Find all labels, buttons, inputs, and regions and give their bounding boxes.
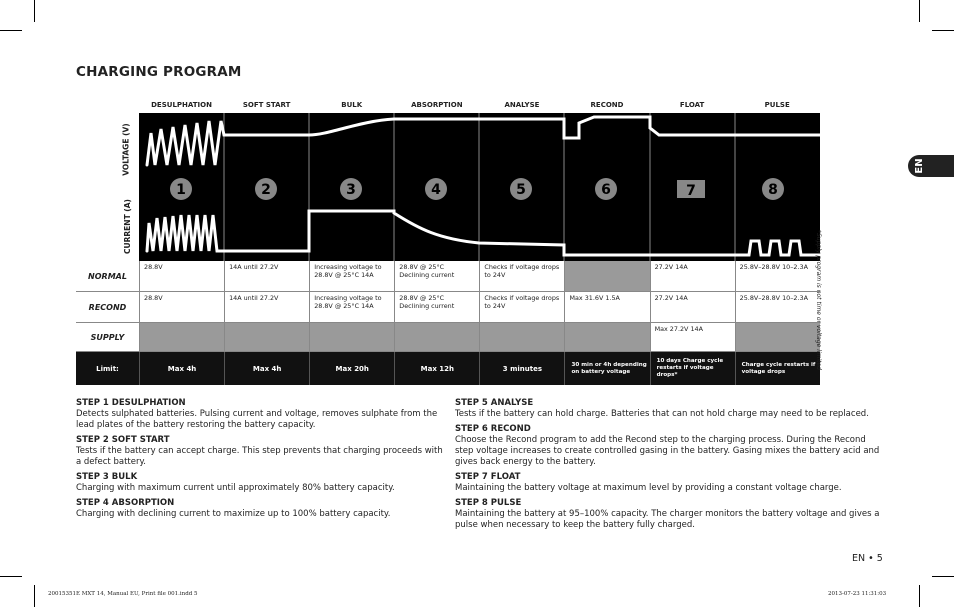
- table-cell: [139, 323, 224, 351]
- steps-right-column: [455, 398, 883, 535]
- table-cell: 25.8V–28.8V 10–2.3A: [735, 261, 820, 291]
- step-heading: STEP 7 FLOAT: [455, 472, 521, 482]
- limit-cell: 10 days Charge cycle restarts if voltage drops*: [650, 352, 735, 385]
- phase-label: BULK: [341, 101, 363, 109]
- limit-cell: Max 4h: [139, 352, 224, 385]
- step-number: 3: [346, 182, 356, 198]
- table-row: [76, 261, 820, 292]
- limit-cell: Max 4h: [224, 352, 309, 385]
- step-text: Detects sulphated batteries. Pulsing current and voltage, removes sulphate from the lead plates of the battery restoring the battery capacity.: [76, 409, 438, 430]
- step-block: [76, 435, 446, 468]
- step-number: 7: [686, 183, 696, 199]
- step-number: 6: [601, 182, 611, 198]
- voltage-axis-label: VOLTAGE (V): [121, 123, 131, 176]
- phase-label: SOFT START: [242, 101, 291, 109]
- table-cell: 25.8V–28.8V 10–2.3A: [735, 292, 820, 322]
- crop-mark: [0, 576, 22, 577]
- table-cell: 28.8V: [139, 261, 224, 291]
- phase-label: ABSORPTION: [411, 101, 463, 109]
- step-text: Tests if the battery can hold charge. Batteries that can not hold charge may need to be replaced.: [455, 409, 869, 419]
- language-tab-label: EN: [914, 158, 925, 174]
- footnote: *Supply program is not time or voltage limited: [815, 230, 822, 370]
- table-cell: Max 31.6V 1.5A: [564, 292, 649, 322]
- table-cell: Checks if voltage drops to 24V: [479, 292, 564, 322]
- step-text: Tests if the battery can accept charge. This step prevents that charging proceeds with a defect battery.: [76, 446, 443, 467]
- table-cell: 14A until 27.2V: [224, 261, 309, 291]
- crop-mark: [919, 585, 920, 607]
- limit-cell: 3 minutes: [479, 352, 564, 385]
- steps-left-column: [76, 398, 446, 524]
- charging-graph: [139, 113, 820, 261]
- row-label: SUPPLY: [90, 332, 125, 342]
- table-row: [76, 292, 820, 323]
- table-cell: Checks if voltage drops to 24V: [479, 261, 564, 291]
- phase-label: ANALYSE: [504, 101, 540, 109]
- program-table: [76, 261, 820, 385]
- step-block: [76, 398, 446, 431]
- step-text: Charging with maximum current until approximately 80% battery capacity.: [76, 483, 395, 493]
- step-block: [455, 398, 883, 420]
- step-heading: STEP 1 DESULPHATION: [76, 398, 186, 408]
- limit-cell: Max 12h: [394, 352, 479, 385]
- table-cell: 28.8V @ 25°C Declining current: [394, 292, 479, 322]
- limit-cell: Max 20h: [309, 352, 394, 385]
- table-cell: 28.8V: [139, 292, 224, 322]
- step-number: 2: [261, 182, 271, 198]
- step-heading: STEP 2 SOFT START: [76, 435, 170, 445]
- row-label: RECOND: [88, 302, 127, 312]
- limit-row: [76, 352, 820, 385]
- crop-mark: [932, 576, 954, 577]
- phase-label: DESULPHATION: [151, 101, 212, 109]
- step-number: 8: [768, 182, 778, 198]
- step-text: Maintaining the battery at 95–100% capacity. The charger monitors the battery voltage and gives a pulse when necessary to keep the battery fully charged.: [455, 509, 880, 530]
- step-text: Charging with declining current to maximize up to 100% battery capacity.: [76, 509, 391, 519]
- step-block: [76, 498, 446, 520]
- table-cell: Max 27.2V 14A: [650, 323, 735, 351]
- step-heading: STEP 3 BULK: [76, 472, 138, 482]
- print-slug: 20015351E MXT 14, Manual EU, Print file 001.indd 5: [48, 591, 198, 597]
- step-number: 1: [176, 182, 186, 198]
- language-tab: [908, 155, 954, 177]
- table-cell: [735, 323, 820, 351]
- table-cell: Increasing voltage to 28.8V @ 25°C 14A: [309, 261, 394, 291]
- current-axis-label: CURRENT (A): [122, 199, 132, 254]
- crop-mark: [919, 0, 920, 22]
- step-number: 5: [516, 182, 526, 198]
- phase-label: FLOAT: [679, 101, 705, 109]
- step-heading: STEP 8 PULSE: [455, 498, 522, 508]
- table-cell: 27.2V 14A: [650, 292, 735, 322]
- table-cell: [479, 323, 564, 351]
- step-block: [455, 472, 883, 494]
- limit-cell: Charge cycle restarts if voltage drops: [735, 352, 820, 385]
- step-heading: STEP 5 ANALYSE: [455, 398, 534, 408]
- step-block: [455, 424, 883, 468]
- print-timestamp: 2013-07-23 11:31:03: [828, 591, 887, 597]
- crop-mark: [0, 30, 22, 31]
- table-cell: 27.2V 14A: [650, 261, 735, 291]
- row-label: NORMAL: [88, 271, 127, 281]
- crop-mark: [34, 0, 35, 22]
- page-title: CHARGING PROGRAM: [76, 64, 242, 80]
- table-cell: 14A until 27.2V: [224, 292, 309, 322]
- table-cell: 28.8V @ 25°C Declining current: [394, 261, 479, 291]
- phase-label: RECOND: [590, 101, 624, 109]
- table-cell: [394, 323, 479, 351]
- step-number: 4: [431, 182, 441, 198]
- step-text: Maintaining the battery voltage at maximum level by providing a constant voltage charge.: [455, 483, 842, 493]
- phase-header-row: [139, 101, 820, 113]
- step-block: [76, 472, 446, 494]
- table-cell: [224, 323, 309, 351]
- table-cell: [309, 323, 394, 351]
- table-cell: [564, 323, 649, 351]
- table-cell: [564, 261, 649, 291]
- crop-mark: [932, 30, 954, 31]
- crop-mark: [34, 585, 35, 607]
- step-heading: STEP 6 RECOND: [455, 424, 531, 434]
- step-heading: STEP 4 ABSORPTION: [76, 498, 175, 508]
- limit-cell: 30 min or 4h depending on battery voltage: [564, 352, 649, 385]
- step-text: Choose the Recond program to add the Recond step to the charging process. During the Recond step voltage increases to create controlled gasing in the battery. Gasing mixes the battery acid and gives back energy to the battery.: [455, 435, 880, 467]
- step-block: [455, 498, 883, 531]
- page-number: EN • 5: [852, 553, 883, 564]
- row-label: Limit:: [96, 364, 119, 373]
- table-cell: Increasing voltage to 28.8V @ 25°C 14A: [309, 292, 394, 322]
- table-row: [76, 323, 820, 352]
- phase-label: PULSE: [764, 101, 790, 109]
